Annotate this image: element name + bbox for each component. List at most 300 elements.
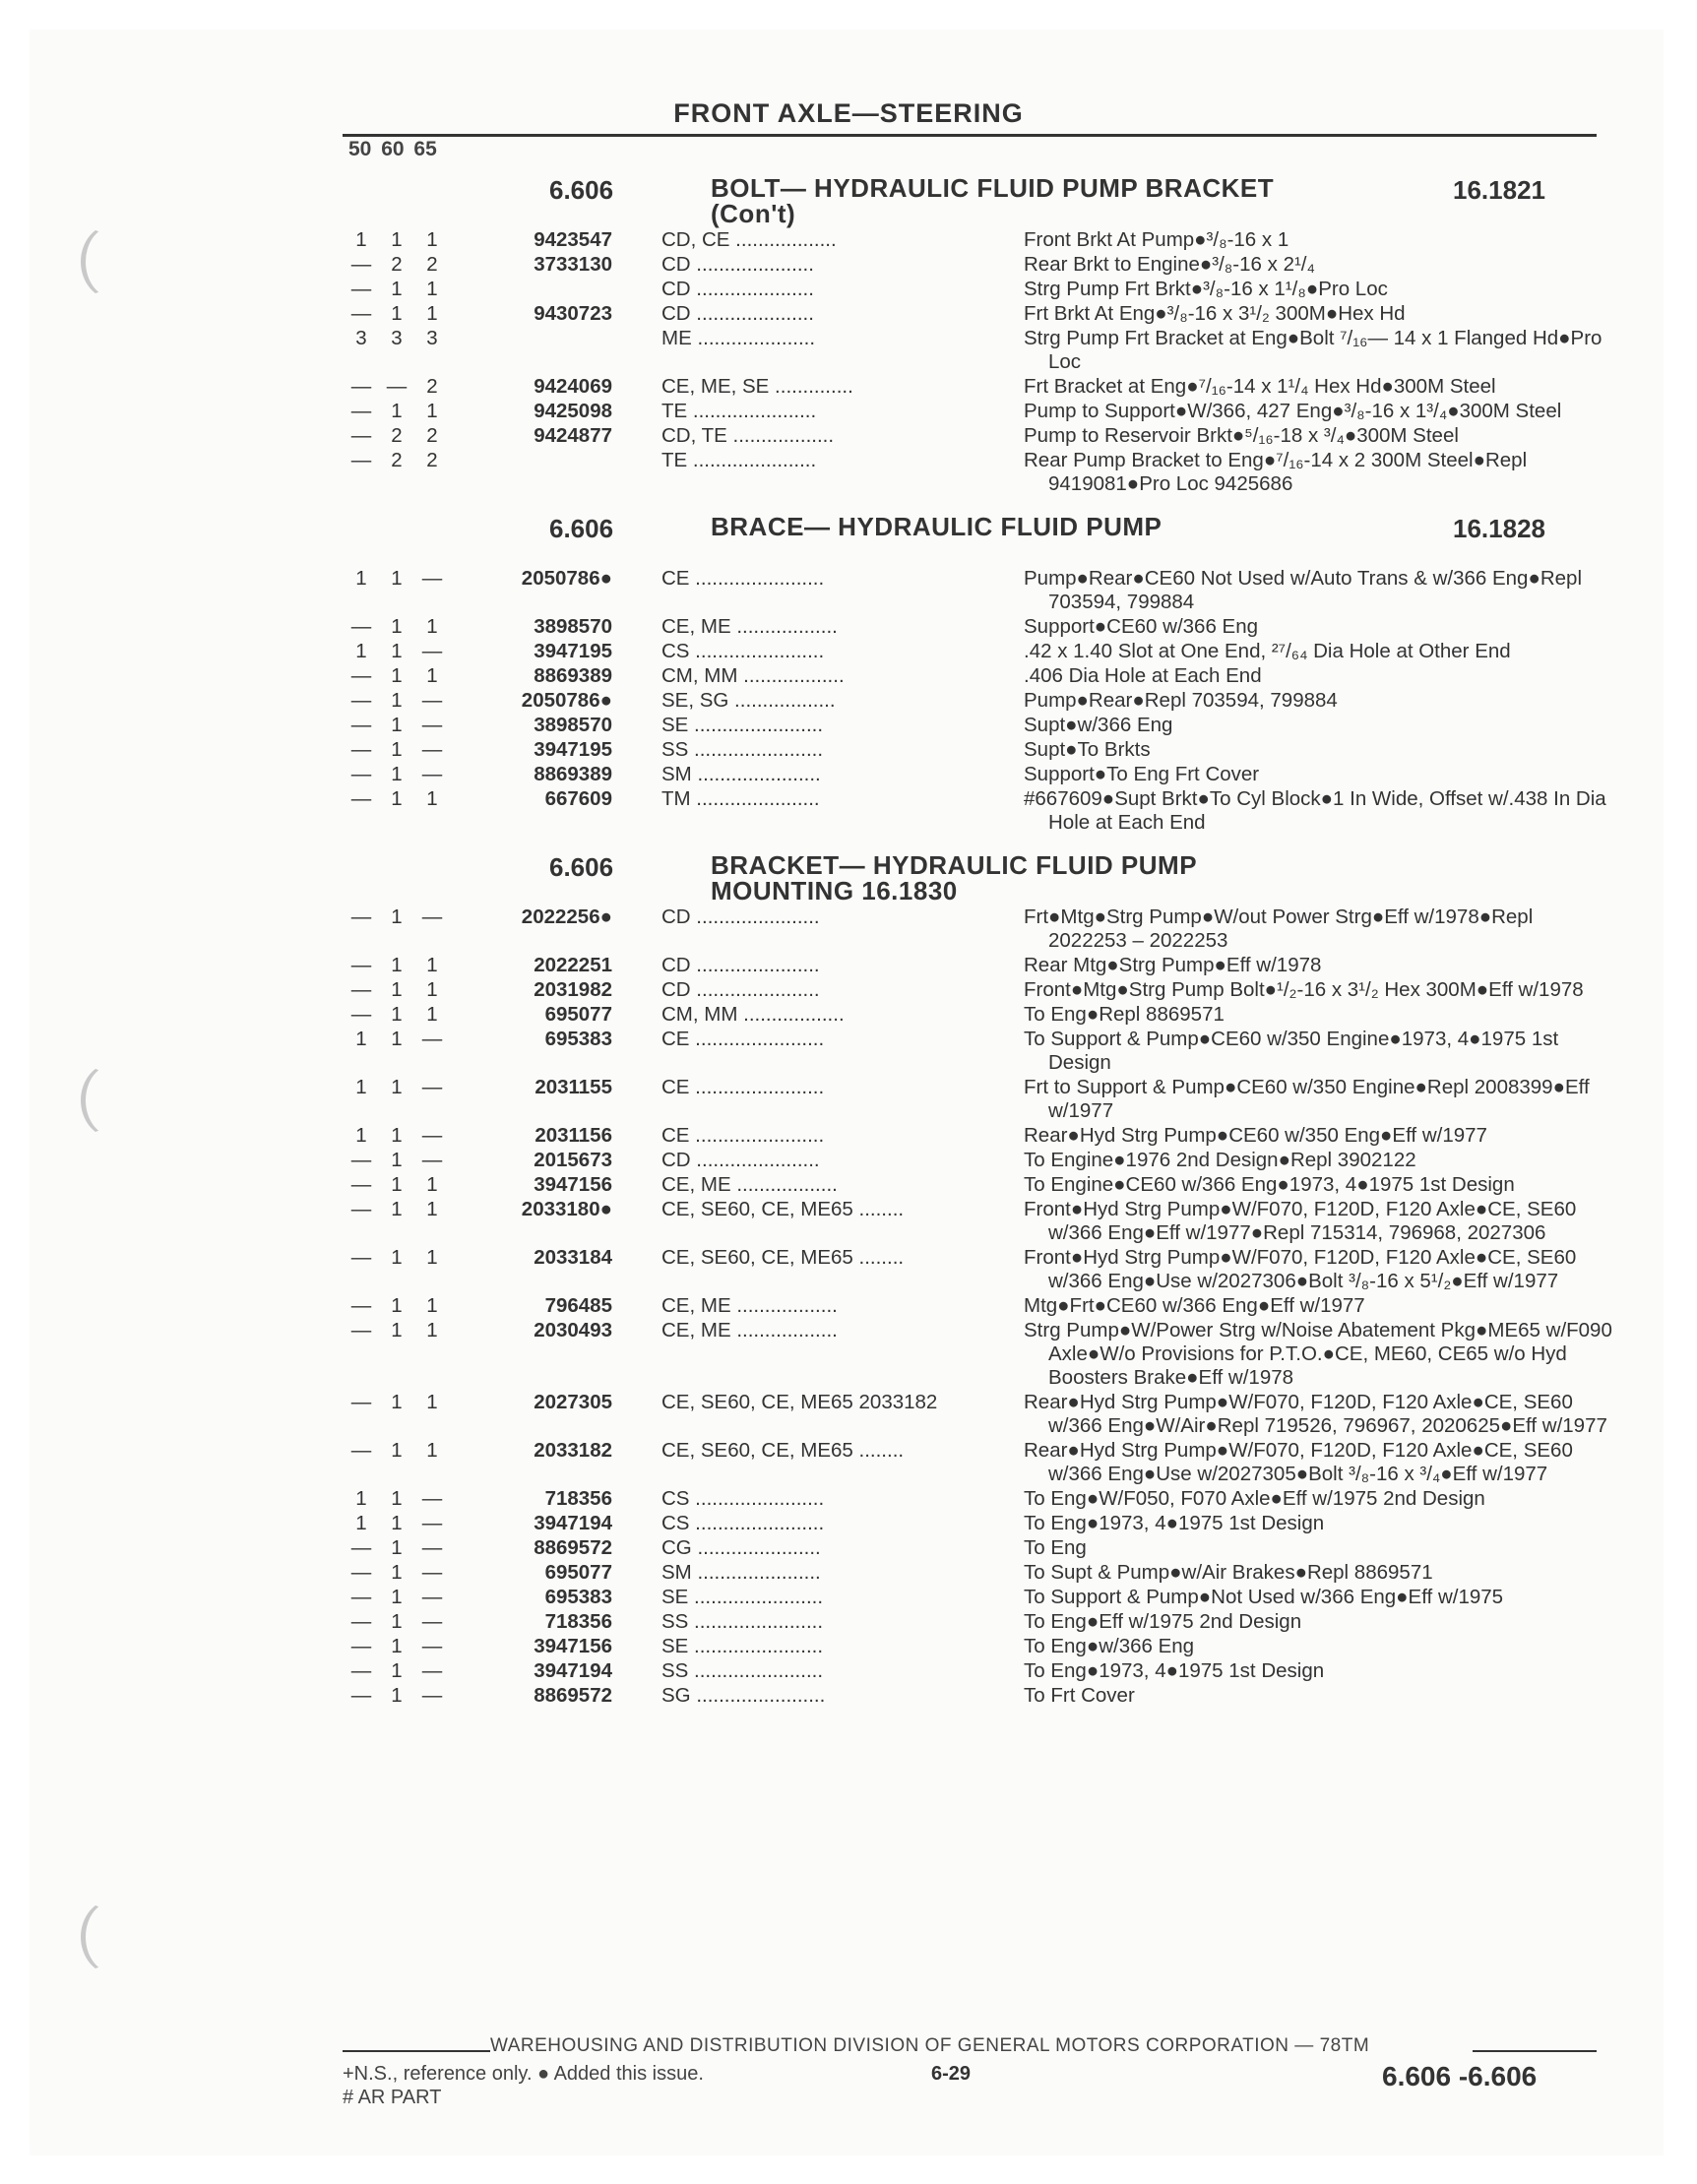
table-row xyxy=(345,424,1614,448)
part-number: 2033180● xyxy=(521,1198,612,1220)
qty-60: 1 xyxy=(391,278,403,300)
part-number: 2050786● xyxy=(521,689,612,712)
part-description: Frt Brkt At Eng●³/₈-16 x 3¹/₂ 300M●Hex Hd xyxy=(1024,302,1406,325)
parts-list xyxy=(345,157,1614,1709)
part-description: Pump●Rear●Repl 703594, 799884 xyxy=(1024,689,1338,712)
model-codes: CD ..................... xyxy=(661,302,814,325)
qty-60: 2 xyxy=(391,253,403,276)
qty-60: 1 xyxy=(391,1439,403,1462)
qty-50: 1 xyxy=(355,1124,367,1147)
table-row xyxy=(345,1003,1614,1027)
qty-50: — xyxy=(350,1610,372,1633)
qty-65: 1 xyxy=(426,1319,438,1342)
section-header xyxy=(345,171,1614,228)
qty-50: 3 xyxy=(355,327,367,349)
qty-65: — xyxy=(421,1684,443,1707)
part-description: Frt Bracket at Eng●⁷/₁₆-14 x 1¹/₄ Hex Hd●300M Steel xyxy=(1024,375,1496,398)
qty-60: 3 xyxy=(391,327,403,349)
table-row xyxy=(345,278,1614,301)
qty-60: 1 xyxy=(391,302,403,325)
qty-50: — xyxy=(350,253,372,276)
qty-65: — xyxy=(421,1487,443,1510)
model-codes: CE, ME .................. xyxy=(661,1294,838,1317)
part-number: 2050786● xyxy=(521,567,612,590)
qty-50: — xyxy=(350,714,372,736)
part-number: 2015673 xyxy=(534,1149,612,1171)
part-description: Pump●Rear●CE60 Not Used w/Auto Trans & w/366 Eng●Repl 703594, 799884 xyxy=(1024,567,1582,613)
table-row xyxy=(345,1246,1614,1293)
qty-60: — xyxy=(386,375,408,398)
qty-50: 1 xyxy=(355,1076,367,1098)
part-number: 2033182 xyxy=(534,1439,612,1462)
part-description: To Supt & Pump●w/Air Brakes●Repl 8869571 xyxy=(1024,1561,1433,1584)
model-codes: CE ....................... xyxy=(661,567,825,590)
table-row xyxy=(345,714,1614,737)
qty-50: — xyxy=(350,689,372,712)
qty-50: — xyxy=(350,905,372,928)
qty-65: — xyxy=(421,1635,443,1657)
binder-hole xyxy=(81,224,145,299)
binder-hole xyxy=(81,1063,145,1138)
table-row xyxy=(345,1124,1614,1148)
qty-50: 1 xyxy=(355,1028,367,1050)
part-description: Pump to Support●W/366, 427 Eng●³/₈-16 x 1³/₄●300M Steel xyxy=(1024,400,1562,422)
model-codes: SM ...................... xyxy=(661,763,821,785)
qty-60: 1 xyxy=(391,714,403,736)
table-row xyxy=(345,400,1614,423)
part-description: To Support & Pump●CE60 w/350 Engine●1973, 4●1975 1st Design xyxy=(1024,1028,1559,1074)
qty-50: 1 xyxy=(355,1512,367,1534)
header-rule xyxy=(343,134,1597,137)
part-number: 9424069 xyxy=(534,375,612,398)
part-number: 2030493 xyxy=(534,1319,612,1342)
qty-65: — xyxy=(421,1610,443,1633)
table-row xyxy=(345,1028,1614,1075)
model-codes: CE, ME .................. xyxy=(661,1173,838,1196)
model-codes: CE, ME .................. xyxy=(661,1319,838,1342)
qty-50: — xyxy=(350,1198,372,1220)
part-number: 695077 xyxy=(544,1003,612,1026)
model-codes: CG ...................... xyxy=(661,1536,821,1559)
column-header: 50 60 65 xyxy=(348,138,437,160)
table-row xyxy=(345,375,1614,399)
part-number: 2022256● xyxy=(521,905,612,928)
table-row xyxy=(345,327,1614,374)
qty-60: 1 xyxy=(391,1610,403,1633)
model-codes: CE, SE60, CE, ME65 2033182 xyxy=(661,1391,938,1413)
qty-65: 1 xyxy=(426,278,438,300)
part-description: Strg Pump Frt Bracket at Eng●Bolt ⁷/₁₆— 14 x 1 Flanged Hd●Pro Loc xyxy=(1024,327,1603,373)
model-codes: SS ....................... xyxy=(661,1659,824,1682)
qty-65: — xyxy=(421,1659,443,1682)
part-number: 9425098 xyxy=(534,400,612,422)
model-codes: CD ...................... xyxy=(661,1149,820,1171)
qty-50: — xyxy=(350,1246,372,1269)
table-row xyxy=(345,1659,1614,1683)
model-codes: CE, SE60, CE, ME65 ........ xyxy=(661,1246,905,1269)
qty-60: 1 xyxy=(391,1586,403,1608)
qty-65: 2 xyxy=(426,375,438,398)
part-number: 2022251 xyxy=(534,954,612,976)
page-number: 6-29 xyxy=(931,2063,972,2085)
qty-65: 1 xyxy=(426,787,438,810)
qty-60: 1 xyxy=(391,1198,403,1220)
part-description: Support●CE60 w/366 Eng xyxy=(1024,615,1259,638)
part-number: 3947194 xyxy=(534,1659,612,1682)
qty-50: — xyxy=(350,375,372,398)
qty-65: 2 xyxy=(426,424,438,447)
part-number: 796485 xyxy=(544,1294,612,1317)
qty-60: 1 xyxy=(391,1173,403,1196)
model-codes: CE, SE60, CE, ME65 ........ xyxy=(661,1198,905,1220)
model-codes: CS ....................... xyxy=(661,1512,825,1534)
model-codes: TE ...................... xyxy=(661,449,817,471)
part-description: To Eng●W/F050, F070 Axle●Eff w/1975 2nd Design xyxy=(1024,1487,1485,1510)
part-description: To Frt Cover xyxy=(1024,1684,1135,1707)
part-number: 2031155 xyxy=(534,1076,612,1098)
part-description: To Eng●w/366 Eng xyxy=(1024,1635,1195,1657)
qty-65: — xyxy=(421,1536,443,1559)
qty-60: 1 xyxy=(391,1561,403,1584)
part-description: Rear●Hyd Strg Pump●W/F070, F120D, F120 Axle●CE, SE60 w/366 Eng●Use w/2027305●Bolt ³/₈-16 x ³/₄●Eff w/1977 xyxy=(1024,1439,1573,1485)
qty-60: 1 xyxy=(391,905,403,928)
model-codes: CM, MM .................. xyxy=(661,664,845,687)
qty-65: — xyxy=(421,1561,443,1584)
part-description: Strg Pump●W/Power Strg w/Noise Abatement Pkg●ME65 w/F090 Axle●W/o Provisions for P.T.O.●CE, ME60, CE65 w/o Hyd Boosters Brake●Eff w/1978 xyxy=(1024,1319,1612,1389)
part-number: 695383 xyxy=(544,1028,612,1050)
table-row xyxy=(345,567,1614,614)
part-description: To Eng●1973, 4●1975 1st Design xyxy=(1024,1512,1325,1534)
part-number: 3947194 xyxy=(534,1512,612,1534)
part-number: 3947156 xyxy=(534,1173,612,1196)
section-header xyxy=(345,510,1614,567)
part-number: 3947195 xyxy=(534,738,612,761)
table-row xyxy=(345,640,1614,663)
qty-60: 1 xyxy=(391,1536,403,1559)
qty-60: 1 xyxy=(391,664,403,687)
qty-65: 1 xyxy=(426,1198,438,1220)
table-row xyxy=(345,1635,1614,1658)
model-codes: TE ...................... xyxy=(661,400,817,422)
qty-65: 1 xyxy=(426,1391,438,1413)
model-codes: CE ....................... xyxy=(661,1028,825,1050)
table-row xyxy=(345,1610,1614,1634)
qty-60: 1 xyxy=(391,640,403,662)
table-row xyxy=(345,449,1614,496)
qty-50: — xyxy=(350,1439,372,1462)
part-description: To Eng xyxy=(1024,1536,1087,1559)
model-codes: CD, CE .................. xyxy=(661,228,837,251)
part-description: To Engine●1976 2nd Design●Repl 3902122 xyxy=(1024,1149,1416,1171)
qty-50: — xyxy=(350,1635,372,1657)
qty-65: — xyxy=(421,1124,443,1147)
model-codes: CD ...................... xyxy=(661,954,820,976)
part-description: Supt●To Brkts xyxy=(1024,738,1151,761)
part-description: Front●Hyd Strg Pump●W/F070, F120D, F120 Axle●CE, SE60 w/366 Eng●Use w/2027306●Bolt ³/₈-16 x 5¹/₂●Eff w/1977 xyxy=(1024,1246,1577,1292)
part-number: 695077 xyxy=(544,1561,612,1584)
model-codes: CE, ME, SE .............. xyxy=(661,375,853,398)
part-number: 9423547 xyxy=(534,228,612,251)
qty-60: 1 xyxy=(391,567,403,590)
qty-50: — xyxy=(350,1003,372,1026)
section xyxy=(345,510,1614,835)
table-row xyxy=(345,787,1614,835)
section-title-sub: (Con't) xyxy=(711,199,796,228)
table-row xyxy=(345,228,1614,252)
part-number: 9430723 xyxy=(534,302,612,325)
table-row xyxy=(345,1536,1614,1560)
qty-60: 1 xyxy=(391,763,403,785)
table-row xyxy=(345,664,1614,688)
qty-50: — xyxy=(350,424,372,447)
qty-65: — xyxy=(421,905,443,928)
model-codes: CM, MM .................. xyxy=(661,1003,845,1026)
qty-60: 1 xyxy=(391,1149,403,1171)
qty-65: 3 xyxy=(426,327,438,349)
qty-50: 1 xyxy=(355,567,367,590)
qty-65: — xyxy=(421,1076,443,1098)
qty-60: 1 xyxy=(391,1635,403,1657)
qty-50: — xyxy=(350,1173,372,1196)
qty-65: — xyxy=(421,738,443,761)
part-description: Mtg●Frt●CE60 w/366 Eng●Eff w/1977 xyxy=(1024,1294,1365,1317)
model-codes: SE ....................... xyxy=(661,1586,824,1608)
model-codes: SE ....................... xyxy=(661,1635,824,1657)
qty-65: — xyxy=(421,640,443,662)
qty-60: 1 xyxy=(391,400,403,422)
qty-65: 2 xyxy=(426,253,438,276)
model-codes: SG ....................... xyxy=(661,1684,826,1707)
qty-50: — xyxy=(350,738,372,761)
qty-65: — xyxy=(421,1586,443,1608)
qty-65: 1 xyxy=(426,664,438,687)
footer-note-ar: # AR PART xyxy=(343,2087,442,2108)
qty-65: — xyxy=(421,1512,443,1534)
part-description: Frt to Support & Pump●CE60 w/350 Engine●Repl 2008399●Eff w/1977 xyxy=(1024,1076,1590,1122)
qty-50: 1 xyxy=(355,1487,367,1510)
part-description: .42 x 1.40 Slot at One End, ²⁷/₆₄ Dia Hole at Other End xyxy=(1024,640,1511,662)
model-codes: CE, SE60, CE, ME65 ........ xyxy=(661,1439,905,1462)
part-description: To Support & Pump●Not Used w/366 Eng●Eff w/1975 xyxy=(1024,1586,1504,1608)
model-codes: ME ..................... xyxy=(661,327,816,349)
qty-65: — xyxy=(421,714,443,736)
qty-50: 1 xyxy=(355,640,367,662)
qty-50: — xyxy=(350,278,372,300)
table-row xyxy=(345,1684,1614,1708)
section-title xyxy=(711,852,1197,904)
qty-50: — xyxy=(350,664,372,687)
qty-60: 1 xyxy=(391,1028,403,1050)
qty-50: — xyxy=(350,1319,372,1342)
part-number: 8869389 xyxy=(534,763,612,785)
qty-50: — xyxy=(350,302,372,325)
qty-50: — xyxy=(350,1561,372,1584)
section-title-main: BRACE— HYDRAULIC FLUID PUMP xyxy=(711,512,1163,541)
qty-65: 1 xyxy=(426,1246,438,1269)
model-codes: CS ....................... xyxy=(661,1487,825,1510)
footer-rule-right xyxy=(1473,2050,1597,2052)
part-description: Support●To Eng Frt Cover xyxy=(1024,763,1260,785)
qty-65: — xyxy=(421,567,443,590)
table-row xyxy=(345,302,1614,326)
section-code: 16.1828 xyxy=(1453,514,1545,543)
footer-division: WAREHOUSING AND DISTRIBUTION DIVISION OF GENERAL MOTORS CORPORATION — 78TM xyxy=(490,2035,1370,2056)
model-codes: SE, SG .................. xyxy=(661,689,836,712)
table-row xyxy=(345,978,1614,1002)
qty-60: 1 xyxy=(391,615,403,638)
section-title-main: BOLT— HYDRAULIC FLUID PUMP BRACKET xyxy=(711,173,1275,203)
binder-hole xyxy=(81,1900,145,1974)
part-description: Rear●Hyd Strg Pump●W/F070, F120D, F120 Axle●CE, SE60 w/366 Eng●W/Air●Repl 719526, 796967, 2020625●Eff w/1977 xyxy=(1024,1391,1607,1437)
qty-60: 1 xyxy=(391,1294,403,1317)
qty-60: 1 xyxy=(391,689,403,712)
qty-60: 1 xyxy=(391,228,403,251)
model-codes: CE ....................... xyxy=(661,1076,825,1098)
part-number: 9424877 xyxy=(534,424,612,447)
part-number: 3947195 xyxy=(534,640,612,662)
table-row xyxy=(345,1487,1614,1511)
qty-60: 1 xyxy=(391,787,403,810)
part-number: 3733130 xyxy=(534,253,612,276)
part-description: Pump to Reservoir Brkt●⁵/₁₆-18 x ³/₄●300M Steel xyxy=(1024,424,1459,447)
qty-50: — xyxy=(350,1294,372,1317)
table-row xyxy=(345,1294,1614,1318)
qty-50: — xyxy=(350,1684,372,1707)
model-codes: CD ..................... xyxy=(661,253,814,276)
footer-rule-left xyxy=(343,2050,490,2052)
qty-60: 1 xyxy=(391,1076,403,1098)
part-number: 667609 xyxy=(544,787,612,810)
qty-65: 1 xyxy=(426,400,438,422)
qty-65: 1 xyxy=(426,978,438,1001)
table-row xyxy=(345,1319,1614,1390)
table-row xyxy=(345,253,1614,277)
section-header xyxy=(345,848,1614,905)
qty-65: 1 xyxy=(426,302,438,325)
model-codes: SM ...................... xyxy=(661,1561,821,1584)
qty-60: 1 xyxy=(391,954,403,976)
qty-50: 1 xyxy=(355,228,367,251)
model-codes: TM ...................... xyxy=(661,787,820,810)
model-codes: SS ....................... xyxy=(661,738,824,761)
part-number: 8869389 xyxy=(534,664,612,687)
table-row xyxy=(345,1198,1614,1245)
qty-50: — xyxy=(350,1536,372,1559)
model-codes: CD ..................... xyxy=(661,278,814,300)
qty-60: 1 xyxy=(391,978,403,1001)
table-row xyxy=(345,1391,1614,1438)
section-title xyxy=(711,514,1162,539)
qty-65: 1 xyxy=(426,1173,438,1196)
part-number: 2033184 xyxy=(534,1246,612,1269)
qty-65: — xyxy=(421,1028,443,1050)
section-number: 6.606 xyxy=(549,175,614,205)
part-description: To Eng●Eff w/1975 2nd Design xyxy=(1024,1610,1302,1633)
part-description: Front●Hyd Strg Pump●W/F070, F120D, F120 Axle●CE, SE60 w/366 Eng●Eff w/1977●Repl 715314, 796968, 2027306 xyxy=(1024,1198,1577,1244)
qty-50: — xyxy=(350,615,372,638)
section-title xyxy=(711,175,1274,226)
part-number: 2027305 xyxy=(534,1391,612,1413)
qty-65: 1 xyxy=(426,1439,438,1462)
section-number: 6.606 xyxy=(549,514,614,543)
table-row xyxy=(345,1586,1614,1609)
qty-60: 1 xyxy=(391,1512,403,1534)
qty-50: — xyxy=(350,763,372,785)
model-codes: SS ....................... xyxy=(661,1610,824,1633)
part-number: 3947156 xyxy=(534,1635,612,1657)
part-description: Rear Brkt to Engine●³/₈-16 x 2¹/₄ xyxy=(1024,253,1315,276)
qty-60: 1 xyxy=(391,1391,403,1413)
qty-50: — xyxy=(350,400,372,422)
part-number: 8869572 xyxy=(534,1536,612,1559)
qty-60: 1 xyxy=(391,1003,403,1026)
part-description: Frt●Mtg●Strg Pump●W/out Power Strg●Eff w/1978●Repl 2022253 – 2022253 xyxy=(1024,905,1534,952)
table-row xyxy=(345,689,1614,713)
part-description: Supt●w/366 Eng xyxy=(1024,714,1173,736)
section xyxy=(345,171,1614,496)
qty-65: — xyxy=(421,1149,443,1171)
part-description: Rear Pump Bracket to Eng●⁷/₁₆-14 x 2 300M Steel●Repl 9419081●Pro Loc 9425686 xyxy=(1024,449,1528,495)
part-description: Rear Mtg●Strg Pump●Eff w/1978 xyxy=(1024,954,1322,976)
qty-65: — xyxy=(421,763,443,785)
model-codes: CD ...................... xyxy=(661,905,820,928)
section-number: 6.606 xyxy=(549,852,614,882)
qty-60: 1 xyxy=(391,1124,403,1147)
qty-60: 2 xyxy=(391,449,403,471)
model-codes: CE, ME .................. xyxy=(661,615,838,638)
qty-65: 1 xyxy=(426,1294,438,1317)
part-number: 695383 xyxy=(544,1586,612,1608)
part-description: Rear●Hyd Strg Pump●CE60 w/350 Eng●Eff w/1977 xyxy=(1024,1124,1487,1147)
section-range: 6.606 -6.606 xyxy=(1382,2061,1538,2091)
model-codes: CD, TE .................. xyxy=(661,424,835,447)
qty-60: 1 xyxy=(391,1659,403,1682)
part-number: 2031982 xyxy=(534,978,612,1001)
model-codes: CE ....................... xyxy=(661,1124,825,1147)
part-description: .406 Dia Hole at Each End xyxy=(1024,664,1262,687)
section xyxy=(345,848,1614,1708)
qty-65: — xyxy=(421,689,443,712)
section-title-sub: MOUNTING 16.1830 xyxy=(711,876,958,905)
part-description: To Eng●Repl 8869571 xyxy=(1024,1003,1225,1026)
table-row xyxy=(345,1512,1614,1535)
qty-50: — xyxy=(350,954,372,976)
model-codes: CD ...................... xyxy=(661,978,820,1001)
table-row xyxy=(345,1173,1614,1197)
model-codes: CS ....................... xyxy=(661,640,825,662)
qty-65: 2 xyxy=(426,449,438,471)
section-code: 16.1821 xyxy=(1453,175,1545,205)
qty-50: — xyxy=(350,1149,372,1171)
qty-50: — xyxy=(350,449,372,471)
footer-note-ns: +N.S., reference only. ● Added this issue. xyxy=(343,2063,704,2085)
qty-50: — xyxy=(350,1659,372,1682)
qty-50: — xyxy=(350,1586,372,1608)
part-number: 718356 xyxy=(544,1610,612,1633)
part-number: 718356 xyxy=(544,1487,612,1510)
table-row xyxy=(345,615,1614,639)
part-description: Front Brkt At Pump●³/₈-16 x 1 xyxy=(1024,228,1289,251)
qty-60: 1 xyxy=(391,738,403,761)
part-description: To Eng●1973, 4●1975 1st Design xyxy=(1024,1659,1325,1682)
part-number: 3898570 xyxy=(534,615,612,638)
qty-60: 1 xyxy=(391,1246,403,1269)
qty-60: 1 xyxy=(391,1487,403,1510)
table-row xyxy=(345,1149,1614,1172)
page-title: FRONT AXLE—STEERING xyxy=(673,98,1024,128)
qty-65: 1 xyxy=(426,228,438,251)
table-row xyxy=(345,738,1614,762)
